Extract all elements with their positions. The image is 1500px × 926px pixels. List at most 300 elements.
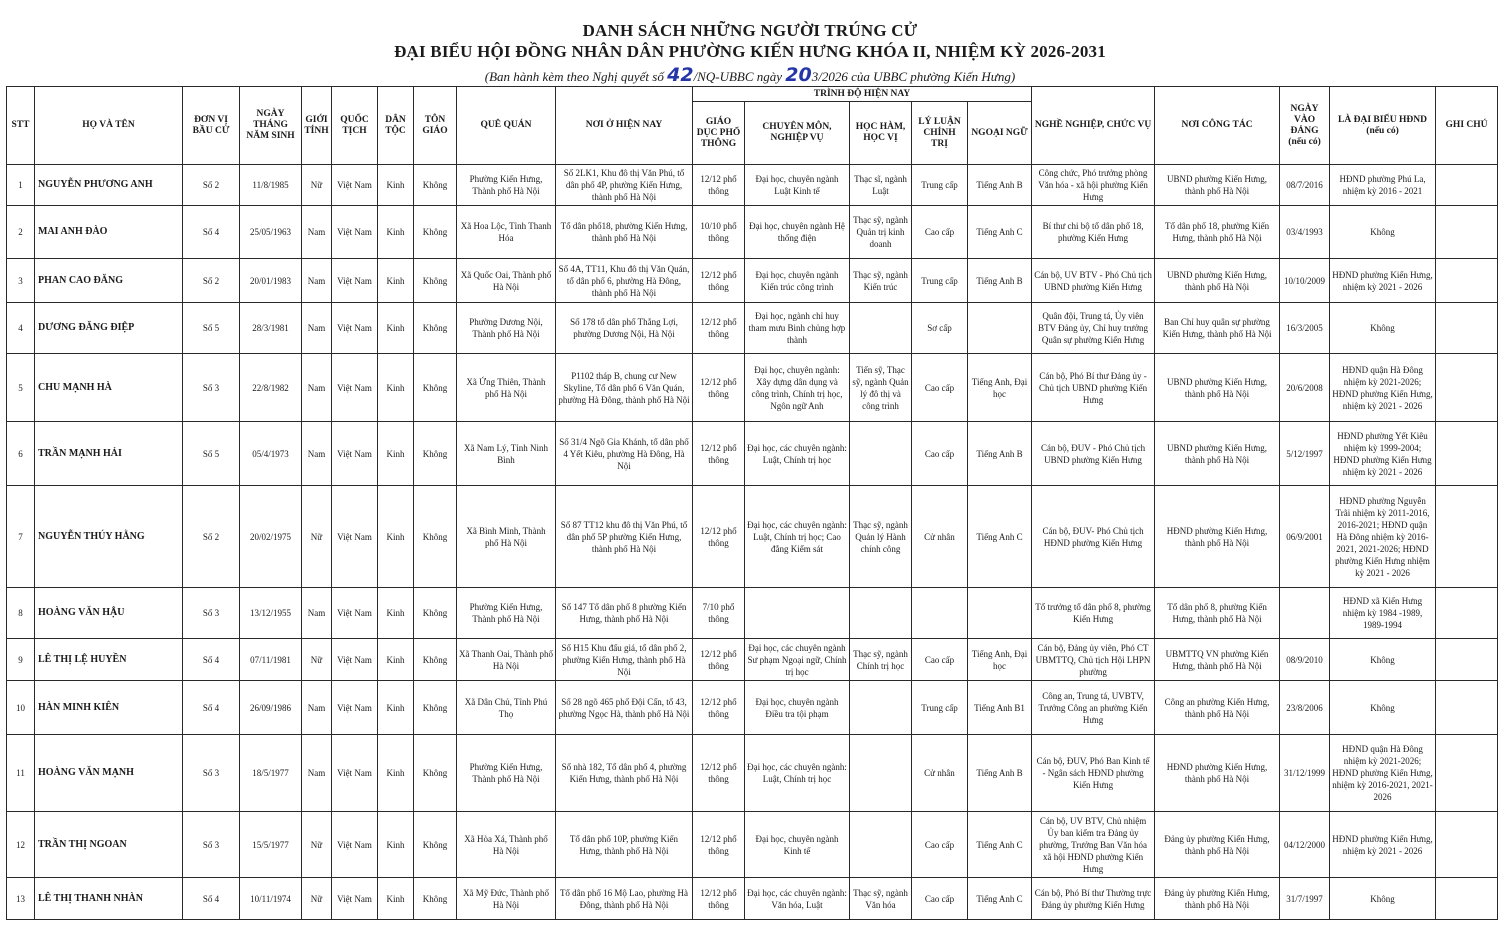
- cell-politics: Cao cấp: [912, 812, 968, 878]
- cell-language: Tiếng Anh, Đại học: [968, 639, 1032, 681]
- cell-degree: Thạc sỹ, ngành Quản trị kinh doanh: [850, 206, 912, 259]
- header-ethnicity: DÂN TỘC: [378, 87, 414, 165]
- cell-name: LÊ THỊ THANH NHÀN: [35, 878, 183, 920]
- cell-specialty: Đại học, ngành chỉ huy tham mưu Binh chủng hợp thành: [745, 303, 850, 354]
- cell-workplace: UBND phường Kiến Hưng, thành phố Hà Nội: [1155, 354, 1280, 422]
- cell-dob: 20/02/1975: [240, 486, 302, 588]
- cell-specialty: Đại học, chuyên ngành Kiến trúc công trình: [745, 259, 850, 303]
- cell-unit: Số 3: [183, 354, 240, 422]
- header-gender: GIỚI TÍNH: [302, 87, 332, 165]
- cell-politics: Trung cấp: [912, 681, 968, 735]
- cell-stt: 3: [7, 259, 35, 303]
- cell-party-date: [1280, 588, 1330, 639]
- cell-workplace: UBND phường Kiến Hưng, thành phố Hà Nội: [1155, 165, 1280, 206]
- cell-nationality: Việt Nam: [332, 354, 378, 422]
- cell-politics: Cao cấp: [912, 639, 968, 681]
- cell-residence: Số H15 Khu đấu giá, tổ dân phố 2, phường Kiến Hưng, thành phố Hà Nội: [556, 639, 693, 681]
- cell-politics: Cao cấp: [912, 206, 968, 259]
- cell-stt: 7: [7, 486, 35, 588]
- header-party-date: NGÀY VÀO ĐẢNG (nếu có): [1280, 87, 1330, 165]
- cell-religion: Không: [414, 588, 457, 639]
- cell-ethnicity: Kinh: [378, 639, 414, 681]
- cell-stt: 12: [7, 812, 35, 878]
- cell-politics: Trung cấp: [912, 259, 968, 303]
- cell-occupation: Công chức, Phó trưởng phòng Văn hóa - xã hội phường Kiến Hưng: [1032, 165, 1155, 206]
- cell-politics: Cao cấp: [912, 878, 968, 920]
- header-language: NGOẠI NGỮ: [968, 102, 1032, 165]
- resolution-reference: [0, 64, 1500, 86]
- cell-note: [1436, 878, 1498, 920]
- cell-unit: Số 2: [183, 259, 240, 303]
- cell-gender: Nam: [302, 259, 332, 303]
- cell-unit: Số 3: [183, 735, 240, 812]
- cell-politics: Sơ cấp: [912, 303, 968, 354]
- cell-workplace: Ban Chỉ huy quân sự phường Kiến Hưng, thành phố Hà Nội: [1155, 303, 1280, 354]
- header-hometown: QUÊ QUÁN: [457, 87, 556, 165]
- cell-name: DƯƠNG ĐĂNG ĐIỆP: [35, 303, 183, 354]
- cell-residence: P1102 tháp B, chung cư New Skyline, Tổ dân phố 6 Văn Quán, phường Hà Đông, thành phố Hà Nội: [556, 354, 693, 422]
- cell-workplace: Tổ dân phố 18, phường Kiến Hưng, thành phố Hà Nội: [1155, 206, 1280, 259]
- cell-hometown: Xã Mỹ Đức, Thành phố Hà Nội: [457, 878, 556, 920]
- cell-language: Tiếng Anh, Đại học: [968, 354, 1032, 422]
- table-row: [7, 812, 1498, 878]
- cell-gender: Nam: [302, 422, 332, 486]
- cell-degree: Thạc sỹ, ngành Chính trị học: [850, 639, 912, 681]
- cell-stt: 5: [7, 354, 35, 422]
- cell-religion: Không: [414, 354, 457, 422]
- header-past-delegate: LÀ ĐẠI BIỂU HĐND (nếu có): [1330, 87, 1436, 165]
- cell-name: TRẦN MẠNH HẢI: [35, 422, 183, 486]
- cell-party-date: 08/9/2010: [1280, 639, 1330, 681]
- cell-ethnicity: Kinh: [378, 422, 414, 486]
- cell-dob: 28/3/1981: [240, 303, 302, 354]
- cell-general-education: 12/12 phổ thông: [693, 486, 745, 588]
- cell-politics: Cao cấp: [912, 354, 968, 422]
- cell-residence: Số 87 TT12 khu đô thị Văn Phú, tổ dân phố 5P phường Kiến Hưng, thành phố Hà Nội: [556, 486, 693, 588]
- cell-religion: Không: [414, 681, 457, 735]
- header-dob: NGÀY THÁNG NĂM SINH: [240, 87, 302, 165]
- cell-gender: Nam: [302, 681, 332, 735]
- cell-stt: 10: [7, 681, 35, 735]
- cell-dob: 05/4/1973: [240, 422, 302, 486]
- cell-past-delegate: HĐND xã Kiến Hưng nhiệm kỳ 1984 -1989, 1989-1994: [1330, 588, 1436, 639]
- table-row: [7, 639, 1498, 681]
- cell-name: CHU MẠNH HÀ: [35, 354, 183, 422]
- cell-party-date: 16/3/2005: [1280, 303, 1330, 354]
- cell-nationality: Việt Nam: [332, 486, 378, 588]
- cell-stt: 13: [7, 878, 35, 920]
- cell-nationality: Việt Nam: [332, 206, 378, 259]
- resolution-text-middle: /NQ-UBBC ngày: [693, 69, 783, 84]
- cell-note: [1436, 303, 1498, 354]
- cell-language: Tiếng Anh B: [968, 422, 1032, 486]
- cell-religion: Không: [414, 206, 457, 259]
- cell-religion: Không: [414, 165, 457, 206]
- cell-general-education: 12/12 phổ thông: [693, 878, 745, 920]
- cell-unit: Số 4: [183, 639, 240, 681]
- cell-gender: Nam: [302, 588, 332, 639]
- cell-note: [1436, 588, 1498, 639]
- cell-stt: 2: [7, 206, 35, 259]
- cell-nationality: Việt Nam: [332, 165, 378, 206]
- cell-nationality: Việt Nam: [332, 303, 378, 354]
- cell-specialty: Đại học, các chuyên ngành: Luật, Chính trị học: [745, 735, 850, 812]
- cell-language: Tiếng Anh C: [968, 486, 1032, 588]
- cell-degree: [850, 812, 912, 878]
- cell-occupation: Cán bộ, ĐUV - Phó Chủ tịch UBND phường Kiến Hưng: [1032, 422, 1155, 486]
- cell-ethnicity: Kinh: [378, 206, 414, 259]
- cell-degree: Tiến sỹ, Thạc sỹ, ngành Quản lý đô thị và công trình: [850, 354, 912, 422]
- cell-religion: Không: [414, 812, 457, 878]
- cell-general-education: 12/12 phổ thông: [693, 354, 745, 422]
- cell-gender: Nam: [302, 354, 332, 422]
- cell-dob: 13/12/1955: [240, 588, 302, 639]
- header-specialty: CHUYÊN MÔN, NGHIỆP VỤ: [745, 102, 850, 165]
- cell-language: Tiếng Anh C: [968, 206, 1032, 259]
- cell-note: [1436, 735, 1498, 812]
- cell-dob: 15/5/1977: [240, 812, 302, 878]
- cell-nationality: Việt Nam: [332, 878, 378, 920]
- cell-ethnicity: Kinh: [378, 812, 414, 878]
- cell-specialty: Đại học, các chuyên ngành Sư phạm Ngoại ngữ, Chính trị học: [745, 639, 850, 681]
- header-occupation: NGHỀ NGHIỆP, CHỨC VỤ: [1032, 87, 1155, 165]
- cell-unit: Số 3: [183, 812, 240, 878]
- cell-hometown: Phường Kiến Hưng, Thành phố Hà Nội: [457, 735, 556, 812]
- cell-stt: 1: [7, 165, 35, 206]
- table-row: [7, 165, 1498, 206]
- header-stt: STT: [7, 87, 35, 165]
- cell-workplace: UBMTTQ VN phường Kiến Hưng, thành phố Hà Nội: [1155, 639, 1280, 681]
- cell-residence: Tổ dân phố 16 Mộ Lao, phường Hà Đông, thành phố Hà Nội: [556, 878, 693, 920]
- cell-politics: Trung cấp: [912, 165, 968, 206]
- cell-dob: 22/8/1982: [240, 354, 302, 422]
- cell-past-delegate: Không: [1330, 206, 1436, 259]
- cell-religion: Không: [414, 259, 457, 303]
- cell-hometown: Xã Hoa Lộc, Tỉnh Thanh Hóa: [457, 206, 556, 259]
- cell-degree: Thạc sỹ, ngành Kiến trúc: [850, 259, 912, 303]
- cell-name: HÀN MINH KIÊN: [35, 681, 183, 735]
- cell-ethnicity: Kinh: [378, 681, 414, 735]
- cell-stt: 6: [7, 422, 35, 486]
- table-row: [7, 735, 1498, 812]
- cell-hometown: Xã Hòa Xá, Thành phố Hà Nội: [457, 812, 556, 878]
- cell-hometown: Xã Nam Lý, Tỉnh Ninh Bình: [457, 422, 556, 486]
- cell-specialty: Đại học, các chuyên ngành: Văn hóa, Luật: [745, 878, 850, 920]
- cell-residence: Số 2LK1, Khu đô thị Văn Phú, tổ dân phố 4P, phường Kiến Hưng, thành phố Hà Nội: [556, 165, 693, 206]
- cell-dob: 25/05/1963: [240, 206, 302, 259]
- cell-stt: 4: [7, 303, 35, 354]
- cell-occupation: Cán bộ, UV BTV - Phó Chủ tịch UBND phường Kiến Hưng: [1032, 259, 1155, 303]
- cell-unit: Số 2: [183, 165, 240, 206]
- cell-workplace: HĐND phường Kiến Hưng, thành phố Hà Nội: [1155, 486, 1280, 588]
- resolution-day: 20: [785, 64, 812, 86]
- cell-religion: Không: [414, 303, 457, 354]
- cell-stt: 9: [7, 639, 35, 681]
- cell-residence: Số nhà 182, Tổ dân phố 4, phường Kiến Hưng, thành phố Hà Nội: [556, 735, 693, 812]
- cell-unit: Số 4: [183, 681, 240, 735]
- header-nationality: QUỐC TỊCH: [332, 87, 378, 165]
- cell-occupation: Tổ trưởng tổ dân phố 8, phường Kiến Hưng: [1032, 588, 1155, 639]
- cell-language: Tiếng Anh B: [968, 165, 1032, 206]
- cell-specialty: [745, 588, 850, 639]
- cell-religion: Không: [414, 639, 457, 681]
- header-name: HỌ VÀ TÊN: [35, 87, 183, 165]
- document-subtitle: ĐẠI BIỂU HỘI ĐỒNG NHÂN DÂN PHƯỜNG KIẾN HƯNG KHÓA II, NHIỆM KỲ 2026-2031: [394, 42, 1106, 61]
- resolution-number: 42: [667, 64, 694, 86]
- cell-stt: 8: [7, 588, 35, 639]
- cell-past-delegate: HĐND phường Kiến Hưng, nhiệm kỳ 2021 - 2026: [1330, 812, 1436, 878]
- cell-party-date: 08/7/2016: [1280, 165, 1330, 206]
- cell-past-delegate: HĐND quận Hà Đông nhiệm kỳ 2021-2026; HĐND phường Kiến Hưng, nhiệm kỳ 2021 - 2026: [1330, 354, 1436, 422]
- cell-specialty: Đại học, chuyên ngành Hệ thống điện: [745, 206, 850, 259]
- cell-unit: Số 4: [183, 878, 240, 920]
- cell-party-date: 31/12/1999: [1280, 735, 1330, 812]
- cell-workplace: Đảng ủy phường Kiến Hưng, thành phố Hà Nội: [1155, 812, 1280, 878]
- cell-party-date: 03/4/1993: [1280, 206, 1330, 259]
- cell-degree: [850, 303, 912, 354]
- header-general-education: GIÁO DỤC PHỔ THÔNG: [693, 102, 745, 165]
- cell-degree: [850, 422, 912, 486]
- cell-party-date: 20/6/2008: [1280, 354, 1330, 422]
- cell-hometown: Phường Dương Nội, Thành phố Hà Nội: [457, 303, 556, 354]
- cell-ethnicity: Kinh: [378, 303, 414, 354]
- resolution-text-after: 3/2026 của UBBC phường Kiến Hưng): [811, 69, 1016, 84]
- cell-degree: [850, 681, 912, 735]
- cell-ethnicity: Kinh: [378, 878, 414, 920]
- cell-occupation: Cán bộ, ĐUV- Phó Chủ tịch HĐND phường Kiến Hưng: [1032, 486, 1155, 588]
- cell-occupation: Cán bộ, UV BTV, Chủ nhiệm Ủy ban kiểm tra Đảng ủy phường, Trưởng Ban Văn hóa xã hội HĐND phường Kiến Hưng: [1032, 812, 1155, 878]
- cell-language: Tiếng Anh C: [968, 812, 1032, 878]
- cell-nationality: Việt Nam: [332, 735, 378, 812]
- cell-ethnicity: Kinh: [378, 354, 414, 422]
- cell-nationality: Việt Nam: [332, 681, 378, 735]
- cell-workplace: Đảng ủy phường Kiến Hưng, thành phố Hà Nội: [1155, 878, 1280, 920]
- header-note: GHI CHÚ: [1436, 87, 1498, 165]
- cell-residence: Số 178 tổ dân phố Thắng Lợi, phường Dương Nội, Hà Nội: [556, 303, 693, 354]
- cell-gender: Nữ: [302, 812, 332, 878]
- cell-nationality: Việt Nam: [332, 422, 378, 486]
- cell-name: MAI ANH ĐÀO: [35, 206, 183, 259]
- header-workplace: NƠI CÔNG TÁC: [1155, 87, 1280, 165]
- cell-degree: Thạc sĩ, ngành Luật: [850, 165, 912, 206]
- cell-note: [1436, 165, 1498, 206]
- resolution-text-before: (Ban hành kèm theo Nghị quyết số: [484, 69, 664, 84]
- cell-religion: Không: [414, 735, 457, 812]
- cell-general-education: 12/12 phổ thông: [693, 422, 745, 486]
- cell-language: Tiếng Anh B: [968, 735, 1032, 812]
- cell-gender: Nữ: [302, 165, 332, 206]
- cell-dob: 11/8/1985: [240, 165, 302, 206]
- table-row: [7, 259, 1498, 303]
- cell-name: HOÀNG VĂN MẠNH: [35, 735, 183, 812]
- cell-ethnicity: Kinh: [378, 735, 414, 812]
- cell-hometown: Phường Kiến Hưng, Thành phố Hà Nội: [457, 165, 556, 206]
- cell-past-delegate: HĐND phường Nguyễn Trãi nhiệm kỳ 2011-2016, 2016-2021; HĐND quận Hà Đông nhiệm kỳ 2016-2021, 2021-2026; HĐND phường Kiến Hưng nhiệm kỳ 2021 - 2026: [1330, 486, 1436, 588]
- cell-occupation: Công an, Trung tá, UVBTV, Trưởng Công an phường Kiến Hưng: [1032, 681, 1155, 735]
- cell-nationality: Việt Nam: [332, 588, 378, 639]
- cell-unit: Số 3: [183, 588, 240, 639]
- cell-dob: 07/11/1981: [240, 639, 302, 681]
- cell-residence: Tổ dân phố 10P, phường Kiến Hưng, thành phố Hà Nội: [556, 812, 693, 878]
- cell-specialty: Đại học, chuyên ngành Điều tra tội phạm: [745, 681, 850, 735]
- cell-general-education: 12/12 phổ thông: [693, 259, 745, 303]
- cell-party-date: 04/12/2000: [1280, 812, 1330, 878]
- cell-unit: Số 5: [183, 422, 240, 486]
- cell-name: PHAN CAO ĐĂNG: [35, 259, 183, 303]
- cell-ethnicity: Kinh: [378, 165, 414, 206]
- cell-religion: Không: [414, 422, 457, 486]
- cell-name: NGUYỄN THÚY HẰNG: [35, 486, 183, 588]
- cell-degree: Thạc sỹ, ngành Văn hóa: [850, 878, 912, 920]
- cell-language: Tiếng Anh B: [968, 259, 1032, 303]
- cell-workplace: HĐND phường Kiến Hưng, thành phố Hà Nội: [1155, 735, 1280, 812]
- cell-specialty: Đại học, các chuyên ngành: Luật, Chính trị học: [745, 422, 850, 486]
- cell-ethnicity: Kinh: [378, 486, 414, 588]
- cell-gender: Nữ: [302, 878, 332, 920]
- cell-note: [1436, 422, 1498, 486]
- cell-language: Tiếng Anh C: [968, 878, 1032, 920]
- cell-residence: Số 147 Tổ dân phố 8 phường Kiến Hưng, thành phố Hà Nội: [556, 588, 693, 639]
- cell-past-delegate: HĐND phường Yết Kiêu nhiệm kỳ 1999-2004; HĐND phường Kiến Hưng nhiệm kỳ 2021 - 2026: [1330, 422, 1436, 486]
- cell-politics: Cử nhân: [912, 735, 968, 812]
- cell-residence: Số 28 ngõ 465 phố Đội Cấn, tổ 43, phường Ngọc Hà, thành phố Hà Nội: [556, 681, 693, 735]
- cell-unit: Số 2: [183, 486, 240, 588]
- document-title: DANH SÁCH NHỮNG NGƯỜI TRÚNG CỬ: [582, 21, 918, 40]
- cell-occupation: Bí thư chi bộ tổ dân phố 18, phường Kiến Hưng: [1032, 206, 1155, 259]
- cell-religion: Không: [414, 486, 457, 588]
- cell-occupation: Cán bộ, ĐUV, Phó Ban Kinh tế - Ngân sách HĐND phường Kiến Hưng: [1032, 735, 1155, 812]
- cell-past-delegate: HĐND quận Hà Đông nhiệm kỳ 2021-2026; HĐND phường Kiến Hưng, nhiệm kỳ 2016-2021, 2021-2026: [1330, 735, 1436, 812]
- cell-occupation: Cán bộ, Đảng ủy viên, Phó CT UBMTTQ, Chủ tịch Hội LHPN phường: [1032, 639, 1155, 681]
- cell-name: TRẦN THỊ NGOAN: [35, 812, 183, 878]
- cell-general-education: 10/10 phổ thông: [693, 206, 745, 259]
- cell-nationality: Việt Nam: [332, 639, 378, 681]
- cell-hometown: Xã Thanh Oai, Thành phố Hà Nội: [457, 639, 556, 681]
- cell-politics: Cử nhân: [912, 486, 968, 588]
- header-religion: TÔN GIÁO: [414, 87, 457, 165]
- cell-degree: [850, 588, 912, 639]
- cell-general-education: 7/10 phổ thông: [693, 588, 745, 639]
- cell-language: [968, 588, 1032, 639]
- table-row: [7, 303, 1498, 354]
- cell-general-education: 12/12 phổ thông: [693, 681, 745, 735]
- candidate-table: [6, 86, 1498, 920]
- cell-past-delegate: Không: [1330, 303, 1436, 354]
- table-row: [7, 354, 1498, 422]
- cell-nationality: Việt Nam: [332, 259, 378, 303]
- cell-party-date: 31/7/1997: [1280, 878, 1330, 920]
- cell-party-date: 5/12/1997: [1280, 422, 1330, 486]
- cell-general-education: 12/12 phổ thông: [693, 165, 745, 206]
- cell-gender: Nam: [302, 303, 332, 354]
- header-education-group: TRÌNH ĐỘ HIỆN NAY: [693, 87, 1032, 102]
- cell-workplace: Tổ dân phố 8, phường Kiến Hưng, thành phố Hà Nội: [1155, 588, 1280, 639]
- cell-dob: 18/5/1977: [240, 735, 302, 812]
- header-row-group: [7, 87, 1498, 102]
- cell-politics: Cao cấp: [912, 422, 968, 486]
- cell-residence: Tổ dân phố18, phường Kiến Hưng, thành phố Hà Nội: [556, 206, 693, 259]
- cell-note: [1436, 681, 1498, 735]
- table-row: [7, 878, 1498, 920]
- table-row: [7, 422, 1498, 486]
- cell-dob: 20/01/1983: [240, 259, 302, 303]
- cell-language: [968, 303, 1032, 354]
- header-residence: NƠI Ở HIỆN NAY: [556, 87, 693, 165]
- cell-hometown: Xã Ứng Thiên, Thành phố Hà Nội: [457, 354, 556, 422]
- cell-hometown: Phường Kiến Hưng, Thành phố Hà Nội: [457, 588, 556, 639]
- table-row: [7, 486, 1498, 588]
- cell-gender: Nữ: [302, 486, 332, 588]
- cell-specialty: Đại học, chuyên ngành: Xây dựng dân dụng và công trình, Chính trị học, Ngôn ngữ Anh: [745, 354, 850, 422]
- cell-nationality: Việt Nam: [332, 812, 378, 878]
- cell-specialty: Đại học, chuyên ngành Kinh tế: [745, 812, 850, 878]
- cell-degree: [850, 735, 912, 812]
- cell-occupation: Quân đội, Trung tá, Ủy viên BTV Đảng ủy, Chỉ huy trưởng Quân sự phường Kiến Hưng: [1032, 303, 1155, 354]
- table-row: [7, 588, 1498, 639]
- header-politics: LÝ LUẬN CHÍNH TRỊ: [912, 102, 968, 165]
- cell-name: HOÀNG VĂN HẬU: [35, 588, 183, 639]
- cell-past-delegate: Không: [1330, 878, 1436, 920]
- cell-note: [1436, 812, 1498, 878]
- cell-gender: Nam: [302, 735, 332, 812]
- table-row: [7, 681, 1498, 735]
- cell-past-delegate: Không: [1330, 681, 1436, 735]
- cell-party-date: 23/8/2006: [1280, 681, 1330, 735]
- cell-degree: Thạc sỹ, ngành Quản lý Hành chính công: [850, 486, 912, 588]
- cell-specialty: Đại học, các chuyên ngành: Luật, Chính trị học; Cao đẳng Kiểm sát: [745, 486, 850, 588]
- cell-hometown: Xã Bình Minh, Thành phố Hà Nội: [457, 486, 556, 588]
- cell-residence: Số 4A, TT11, Khu đô thị Văn Quán, tổ dân phố 6, phường Hà Đông, thành phố Hà Nội: [556, 259, 693, 303]
- cell-name: NGUYỄN PHƯƠNG ANH: [35, 165, 183, 206]
- cell-dob: 26/09/1986: [240, 681, 302, 735]
- cell-occupation: Cán bộ, Phó Bí thư Thường trực Đảng ủy phường Kiến Hưng: [1032, 878, 1155, 920]
- cell-workplace: Công an phường Kiến Hưng, thành phố Hà Nội: [1155, 681, 1280, 735]
- cell-general-education: 12/12 phổ thông: [693, 735, 745, 812]
- cell-party-date: 10/10/2009: [1280, 259, 1330, 303]
- cell-ethnicity: Kinh: [378, 259, 414, 303]
- cell-specialty: Đại học, chuyên ngành Luật Kinh tế: [745, 165, 850, 206]
- header-degree: HỌC HÀM, HỌC VỊ: [850, 102, 912, 165]
- cell-party-date: 06/9/2001: [1280, 486, 1330, 588]
- cell-hometown: Xã Quốc Oai, Thành phố Hà Nội: [457, 259, 556, 303]
- cell-residence: Số 31/4 Ngõ Gia Khánh, tổ dân phố 4 Yết Kiêu, phường Hà Đông, Hà Nội: [556, 422, 693, 486]
- cell-past-delegate: Không: [1330, 639, 1436, 681]
- cell-gender: Nữ: [302, 639, 332, 681]
- cell-language: Tiếng Anh B1: [968, 681, 1032, 735]
- cell-note: [1436, 206, 1498, 259]
- cell-past-delegate: HĐND phường Phú La, nhiệm kỳ 2016 - 2021: [1330, 165, 1436, 206]
- cell-ethnicity: Kinh: [378, 588, 414, 639]
- header-unit: ĐƠN VỊ BẦU CỬ: [183, 87, 240, 165]
- cell-workplace: UBND phường Kiến Hưng, thành phố Hà Nội: [1155, 259, 1280, 303]
- cell-unit: Số 4: [183, 206, 240, 259]
- cell-note: [1436, 354, 1498, 422]
- cell-general-education: 12/12 phổ thông: [693, 303, 745, 354]
- cell-dob: 10/11/1974: [240, 878, 302, 920]
- cell-stt: 11: [7, 735, 35, 812]
- cell-note: [1436, 259, 1498, 303]
- cell-general-education: 12/12 phổ thông: [693, 812, 745, 878]
- cell-occupation: Cán bộ, Phó Bí thư Đảng ủy - Chủ tịch UBND phường Kiến Hưng: [1032, 354, 1155, 422]
- cell-name: LÊ THỊ LỆ HUYỀN: [35, 639, 183, 681]
- cell-note: [1436, 639, 1498, 681]
- cell-politics: [912, 588, 968, 639]
- table-row: [7, 206, 1498, 259]
- cell-workplace: UBND phường Kiến Hưng, thành phố Hà Nội: [1155, 422, 1280, 486]
- cell-general-education: 12/12 phổ thông: [693, 639, 745, 681]
- cell-note: [1436, 486, 1498, 588]
- cell-unit: Số 5: [183, 303, 240, 354]
